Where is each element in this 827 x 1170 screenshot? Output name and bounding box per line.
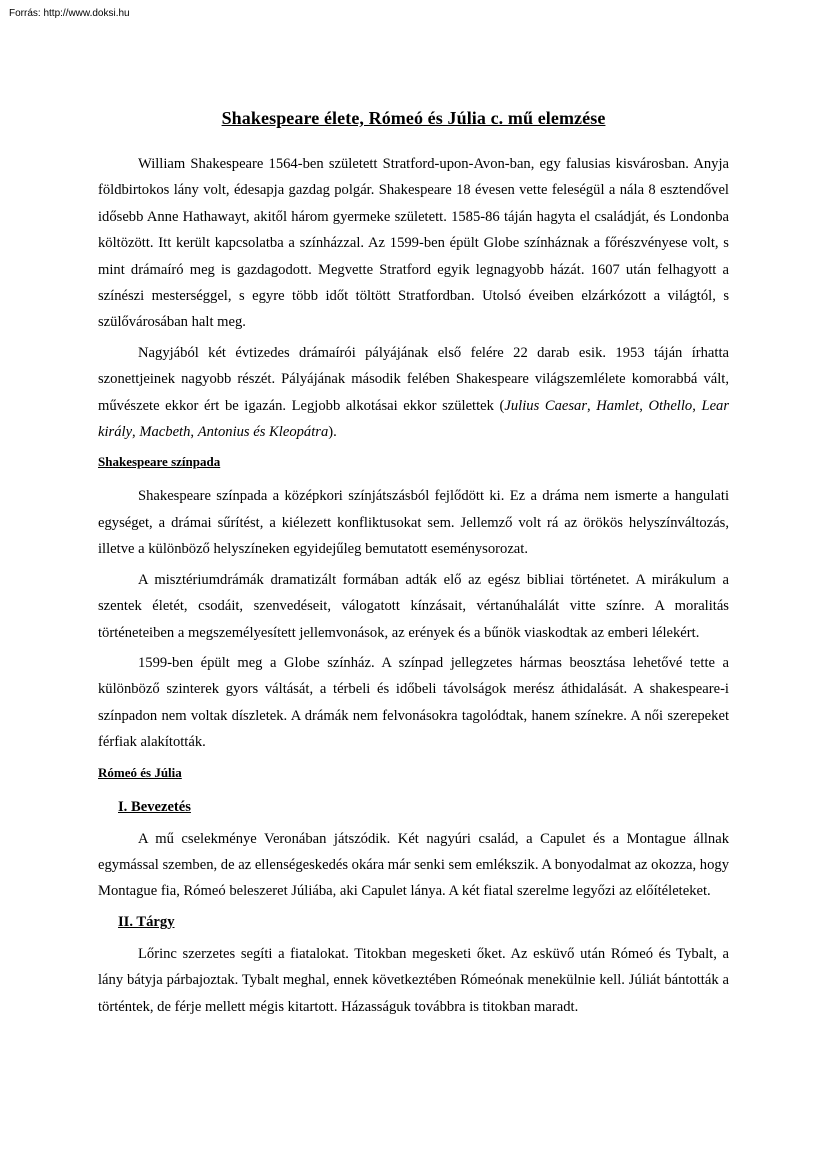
romeo-intro-paragraph: A mű cselekménye Veronában játszódik. Két nagyúri család, a Capulet és a Montague állnak egymással szemben, de az ellenségeskedés okára már senki sem emlékszik. A bonyodalmat az okozza, hogy Montague fia, Rómeó beleszeret Júliába, aki Capulet lánya. A két fiatal szerelme legyőzi az előítéleteket. (98, 830, 729, 900)
stage-paragraph-3: 1599-ben épült meg a Globe színház. A színpad jellegzetes hármas beosztása lehetővé tette a különböző szinterek gyors váltását, a térbeli és időbeli távolságok merész áthidalását. A shakespeare-i színpadon nem voltak díszletek. A drámák nem felvonásokra tagolódtak, hanem színekre. A női szerepeket férfiak alakították. (98, 654, 729, 751)
subsection-heading-subject: II. Tárgy (118, 913, 175, 930)
stage-paragraph-1: Shakespeare színpada a középkori színjátszásból fejlődött ki. Ez a dráma nem ismerte a hangulati egységet, a drámai sűrítést, a kiélezett konfliktusokat sem. Jellemző volt rá az örökös helyszínváltozás, illetve a különböző helyszíneken egyidejűleg bemutatott eseménysorozat. (98, 488, 729, 558)
source-url: Forrás: http://www.doksi.hu (9, 8, 130, 19)
romeo-subject-paragraph: Lőrinc szerzetes segíti a fiatalokat. Titokban megesketi őket. Az esküvő után Rómeó és Tybalt, a lány bátyja párbajoztak. Tybalt meghal, ennek következtében Rómeónak menekülnie kell. Júliát bántották a történtek, de férje mellett mégis kitartott. Házasságuk továbbra is titokban maradt. (98, 945, 729, 1015)
section-heading-romeo: Rómeó és Júlia (98, 764, 182, 780)
document-page (98, 108, 729, 1024)
work-title: Macbeth (139, 424, 191, 441)
work-title: Julius Caesar (504, 397, 587, 414)
work-title: Othello (648, 397, 693, 414)
subsection-heading-intro: I. Bevezetés (118, 798, 191, 815)
stage-paragraph-2: A misztériumdrámák dramatizált formában adták elő az egész bibliai történetet. A mirákulum a szentek életét, csodáit, szenvedéseit, válogatott kínzásait, vértanúhalálát vitte színre. A moralitás történeteiben a megszemélyesített jellemvonások, az erények és a bűnök viaskodtak az emberi lélekért. (98, 571, 729, 641)
section-heading-stage: Shakespeare színpada (98, 454, 221, 470)
work-title: Antonius és Kleopátra (197, 424, 329, 441)
work-title: Hamlet (596, 397, 640, 414)
intro-paragraph-2-end: ). (328, 424, 337, 441)
intro-paragraph-1: William Shakespeare 1564-ben született Stratford-upon-Avon-ban, egy falusias kisvárosban. Anyja földbirtokos lány volt, édesapja gazdag polgár. Shakespeare 18 évesen vette feleségül a nála 8 esztendővel idősebb Anne Hathawayt, akitől három gyermeke született. 1585-86 táján hagyta el családját, és Londonba költözött. Itt került kapcsolatba a színházzal. Az 1599-ben épült Globe színháznak a főrészvényese volt, s mint drámaíró meg is gazdagodott. Megvette Stratford egyik legnagyobb házát. 1607 után felhagyott a színészi mesterséggel, s egyre több időt töltött Stratfordban. Utolsó éveiben elzárkózott a világtól, s szülővárosában halt meg. (98, 156, 729, 331)
intro-paragraph-2: Nagyjából két évtizedes drámaírói pályájának első felére 22 darab esik. 1953 táján írhatta szonettjeinek nagyobb részét. Pályájának második felében Shakespeare világszemlélete komorabbá vált, művészete ekkor ért be igazán. Legjobb alkotásai ekkor születtek (Julius Caesar, Hamlet, Othello, Lear király, Macbeth, Antonius és Kleopátra). (98, 344, 730, 441)
intro-paragraph-2-text: Nagyjából két évtizedes drámaírói pályájának első felére 22 darab esik. 1953 táján írhatta szonettjeinek nagyobb részét. Pályájának második felében Shakespeare világszemlélete komorabbá vált, művészete ekkor ért be igazán. Legjobb alkotásai ekkor születtek ( (98, 344, 729, 414)
page-title: Shakespeare élete, Rómeó és Júlia c. mű elemzése (221, 108, 606, 128)
work-title: Lear király (98, 397, 730, 441)
